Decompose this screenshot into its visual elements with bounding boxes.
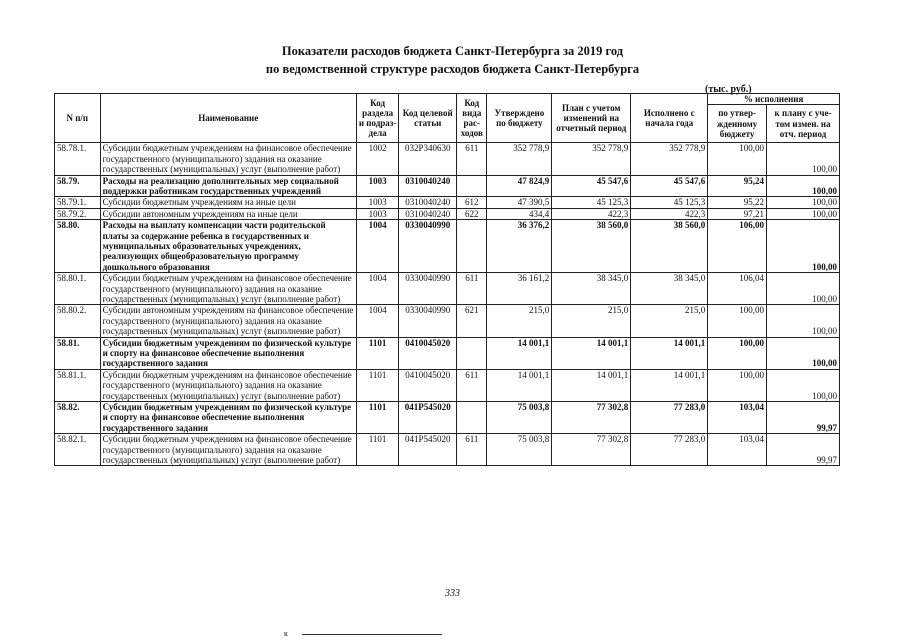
cell-num: 58.78.1. bbox=[55, 143, 101, 175]
cell-section: 1002 bbox=[356, 143, 399, 175]
header-plan: План с учетом изменений на отчетный период bbox=[552, 94, 631, 143]
cell-pct-plan: 100,00 bbox=[766, 175, 839, 197]
units-label: (тыс. руб.) bbox=[705, 84, 752, 95]
cell-pct-plan: 100,00 bbox=[766, 197, 839, 208]
cell-approved: 75 003,8 bbox=[487, 402, 552, 434]
table-row bbox=[55, 337, 840, 369]
cell-plan: 38 345,0 bbox=[552, 273, 631, 305]
cell-target: 0330040990 bbox=[399, 220, 457, 273]
footer-line bbox=[302, 634, 442, 635]
page-subtitle: по ведомственной структуре расходов бюджета Санкт-Петербурга bbox=[265, 62, 640, 76]
cell-exptype bbox=[457, 337, 487, 369]
cell-name: Субсидии бюджетным учреждениям на финансовое обеспечение государственного (муниципального) задания на оказание государственных (муниципальных) услуг (выполнение работ) bbox=[100, 434, 356, 466]
cell-plan: 352 778,9 bbox=[552, 143, 631, 175]
cell-approved: 75 003,8 bbox=[487, 434, 552, 466]
cell-plan: 45 547,6 bbox=[552, 175, 631, 197]
cell-pct-plan: 100,00 bbox=[766, 143, 839, 175]
cell-pct-approved: 95,24 bbox=[708, 175, 767, 197]
cell-approved: 47 390,5 bbox=[487, 197, 552, 208]
cell-pct-approved: 95,22 bbox=[708, 197, 767, 208]
cell-approved: 36 161,2 bbox=[487, 273, 552, 305]
cell-plan: 422,3 bbox=[552, 208, 631, 219]
table-row bbox=[55, 197, 840, 208]
cell-num: 58.79.1. bbox=[55, 197, 101, 208]
cell-num: 58.82. bbox=[55, 402, 101, 434]
cell-approved: 47 824,9 bbox=[487, 175, 552, 197]
cell-target: 0330040990 bbox=[399, 305, 457, 337]
header-num: N п/п bbox=[55, 94, 101, 143]
cell-name: Субсидии автономным учреждениям на иные цели bbox=[100, 208, 356, 219]
cell-exptype bbox=[457, 175, 487, 197]
footer-mark: к bbox=[284, 629, 288, 638]
table-row bbox=[55, 434, 840, 466]
cell-exptype bbox=[457, 402, 487, 434]
cell-exptype: 622 bbox=[457, 208, 487, 219]
cell-pct-approved: 100,00 bbox=[708, 143, 767, 175]
cell-executed: 14 001,1 bbox=[631, 337, 708, 369]
cell-name: Субсидии бюджетным учреждениям на иные цели bbox=[100, 197, 356, 208]
cell-num: 58.82.1. bbox=[55, 434, 101, 466]
cell-pct-plan: 100,00 bbox=[766, 220, 839, 273]
cell-plan: 77 302,8 bbox=[552, 434, 631, 466]
table-row bbox=[55, 208, 840, 219]
cell-pct-plan: 100,00 bbox=[766, 273, 839, 305]
cell-pct-plan: 100,00 bbox=[766, 305, 839, 337]
cell-plan: 77 302,8 bbox=[552, 402, 631, 434]
cell-section: 1101 bbox=[356, 337, 399, 369]
cell-num: 58.81. bbox=[55, 337, 101, 369]
cell-pct-approved: 100,00 bbox=[708, 369, 767, 401]
cell-pct-approved: 97,21 bbox=[708, 208, 767, 219]
cell-pct-approved: 100,00 bbox=[708, 305, 767, 337]
cell-section: 1101 bbox=[356, 434, 399, 466]
cell-exptype: 611 bbox=[457, 273, 487, 305]
table-row bbox=[55, 220, 840, 273]
table-row bbox=[55, 305, 840, 337]
cell-exptype: 611 bbox=[457, 434, 487, 466]
header-executed: Исполнено с начала года bbox=[631, 94, 708, 143]
cell-target: 041Р545020 bbox=[399, 402, 457, 434]
cell-num: 58.79.2. bbox=[55, 208, 101, 219]
cell-name: Расходы на реализацию дополнительных мер социальной поддержки работникам государственных учреждений bbox=[100, 175, 356, 197]
cell-section: 1004 bbox=[356, 220, 399, 273]
cell-pct-approved: 103,04 bbox=[708, 434, 767, 466]
header-name: Наименование bbox=[100, 94, 356, 143]
cell-target: 0310040240 bbox=[399, 197, 457, 208]
cell-approved: 434,4 bbox=[487, 208, 552, 219]
cell-pct-approved: 103,04 bbox=[708, 402, 767, 434]
cell-num: 58.80.1. bbox=[55, 273, 101, 305]
cell-target: 032Р340630 bbox=[399, 143, 457, 175]
cell-approved: 14 001,1 bbox=[487, 369, 552, 401]
page-number: 333 bbox=[445, 588, 460, 599]
cell-pct-approved: 106,00 bbox=[708, 220, 767, 273]
cell-target: 0310040240 bbox=[399, 175, 457, 197]
cell-executed: 77 283,0 bbox=[631, 434, 708, 466]
cell-section: 1101 bbox=[356, 402, 399, 434]
cell-target: 0410045020 bbox=[399, 369, 457, 401]
cell-plan: 14 001,1 bbox=[552, 337, 631, 369]
expenses-table bbox=[54, 93, 840, 466]
cell-name: Субсидии автономным учреждениям на финансовое обеспечение государственного (муниципального) задания на оказание государственных (муниципальных) услуг (выполнение работ) bbox=[100, 305, 356, 337]
cell-target: 041Р545020 bbox=[399, 434, 457, 466]
cell-pct-approved: 100,00 bbox=[708, 337, 767, 369]
table-row bbox=[55, 143, 840, 175]
header-pct-plan: к плану с уче-том измен. на отч. период bbox=[766, 105, 839, 143]
cell-name: Субсидии бюджетным учреждениям по физической культуре и спорту на финансовое обеспечение выполнения государственного задания bbox=[100, 402, 356, 434]
cell-exptype: 611 bbox=[457, 143, 487, 175]
table-row bbox=[55, 273, 840, 305]
table-body bbox=[55, 143, 840, 466]
cell-pct-plan: 100,00 bbox=[766, 208, 839, 219]
cell-plan: 38 560,0 bbox=[552, 220, 631, 273]
cell-num: 58.79. bbox=[55, 175, 101, 197]
cell-pct-plan: 100,00 bbox=[766, 337, 839, 369]
cell-section: 1003 bbox=[356, 175, 399, 197]
table-row bbox=[55, 402, 840, 434]
cell-name: Субсидии бюджетным учреждениям на финансовое обеспечение государственного (муниципального) задания на оказание государственных (муниципальных) услуг (выполнение работ) bbox=[100, 143, 356, 175]
cell-section: 1004 bbox=[356, 273, 399, 305]
cell-pct-approved: 106,04 bbox=[708, 273, 767, 305]
cell-name: Субсидии бюджетным учреждениям по физической культуре и спорту на финансовое обеспечение выполнения государственного задания bbox=[100, 337, 356, 369]
cell-executed: 14 001,1 bbox=[631, 369, 708, 401]
cell-exptype: 621 bbox=[457, 305, 487, 337]
cell-executed: 38 345,0 bbox=[631, 273, 708, 305]
header-pct-group: % исполнения bbox=[708, 94, 840, 105]
cell-num: 58.80.2. bbox=[55, 305, 101, 337]
cell-pct-plan: 99,97 bbox=[766, 402, 839, 434]
header-pct-approved: по утвер-жденному бюджету bbox=[708, 105, 767, 143]
cell-name: Расходы на выплату компенсации части родительской платы за содержание ребенка в государственных и муниципальных образовательных учреждениях, реализующих общеобразовательную программу дошкольного образования bbox=[100, 220, 356, 273]
header-section: Код раздела и подраз-дела bbox=[356, 94, 399, 143]
cell-plan: 215,0 bbox=[552, 305, 631, 337]
cell-executed: 352 778,9 bbox=[631, 143, 708, 175]
cell-executed: 38 560,0 bbox=[631, 220, 708, 273]
cell-name: Субсидии бюджетным учреждениям на финансовое обеспечение государственного (муниципального) задания на оказание государственных (муниципальных) услуг (выполнение работ) bbox=[100, 369, 356, 401]
cell-target: 0330040990 bbox=[399, 273, 457, 305]
cell-executed: 45 125,3 bbox=[631, 197, 708, 208]
cell-section: 1003 bbox=[356, 208, 399, 219]
cell-executed: 422,3 bbox=[631, 208, 708, 219]
cell-exptype: 612 bbox=[457, 197, 487, 208]
cell-num: 58.80. bbox=[55, 220, 101, 273]
cell-section: 1003 bbox=[356, 197, 399, 208]
cell-approved: 352 778,9 bbox=[487, 143, 552, 175]
header-approved: Утверждено по бюджету bbox=[487, 94, 552, 143]
cell-exptype: 611 bbox=[457, 369, 487, 401]
cell-executed: 45 547,6 bbox=[631, 175, 708, 197]
cell-approved: 14 001,1 bbox=[487, 337, 552, 369]
cell-target: 0310040240 bbox=[399, 208, 457, 219]
cell-executed: 215,0 bbox=[631, 305, 708, 337]
table-row bbox=[55, 369, 840, 401]
cell-approved: 36 376,2 bbox=[487, 220, 552, 273]
table-row bbox=[55, 175, 840, 197]
cell-pct-plan: 99,97 bbox=[766, 434, 839, 466]
cell-exptype bbox=[457, 220, 487, 273]
header-target: Код целевой статьи bbox=[399, 94, 457, 143]
cell-plan: 45 125,3 bbox=[552, 197, 631, 208]
cell-target: 0410045020 bbox=[399, 337, 457, 369]
cell-section: 1004 bbox=[356, 305, 399, 337]
cell-num: 58.81.1. bbox=[55, 369, 101, 401]
header-exptype: Код вида рас-ходов bbox=[457, 94, 487, 143]
cell-plan: 14 001,1 bbox=[552, 369, 631, 401]
cell-executed: 77 283,0 bbox=[631, 402, 708, 434]
cell-approved: 215,0 bbox=[487, 305, 552, 337]
cell-name: Субсидии бюджетным учреждениям на финансовое обеспечение государственного (муниципального) задания на оказание государственных (муниципальных) услуг (выполнение работ) bbox=[100, 273, 356, 305]
cell-section: 1101 bbox=[356, 369, 399, 401]
cell-pct-plan: 100,00 bbox=[766, 369, 839, 401]
page-title: Показатели расходов бюджета Санкт-Петербурга за 2019 год bbox=[281, 44, 624, 58]
